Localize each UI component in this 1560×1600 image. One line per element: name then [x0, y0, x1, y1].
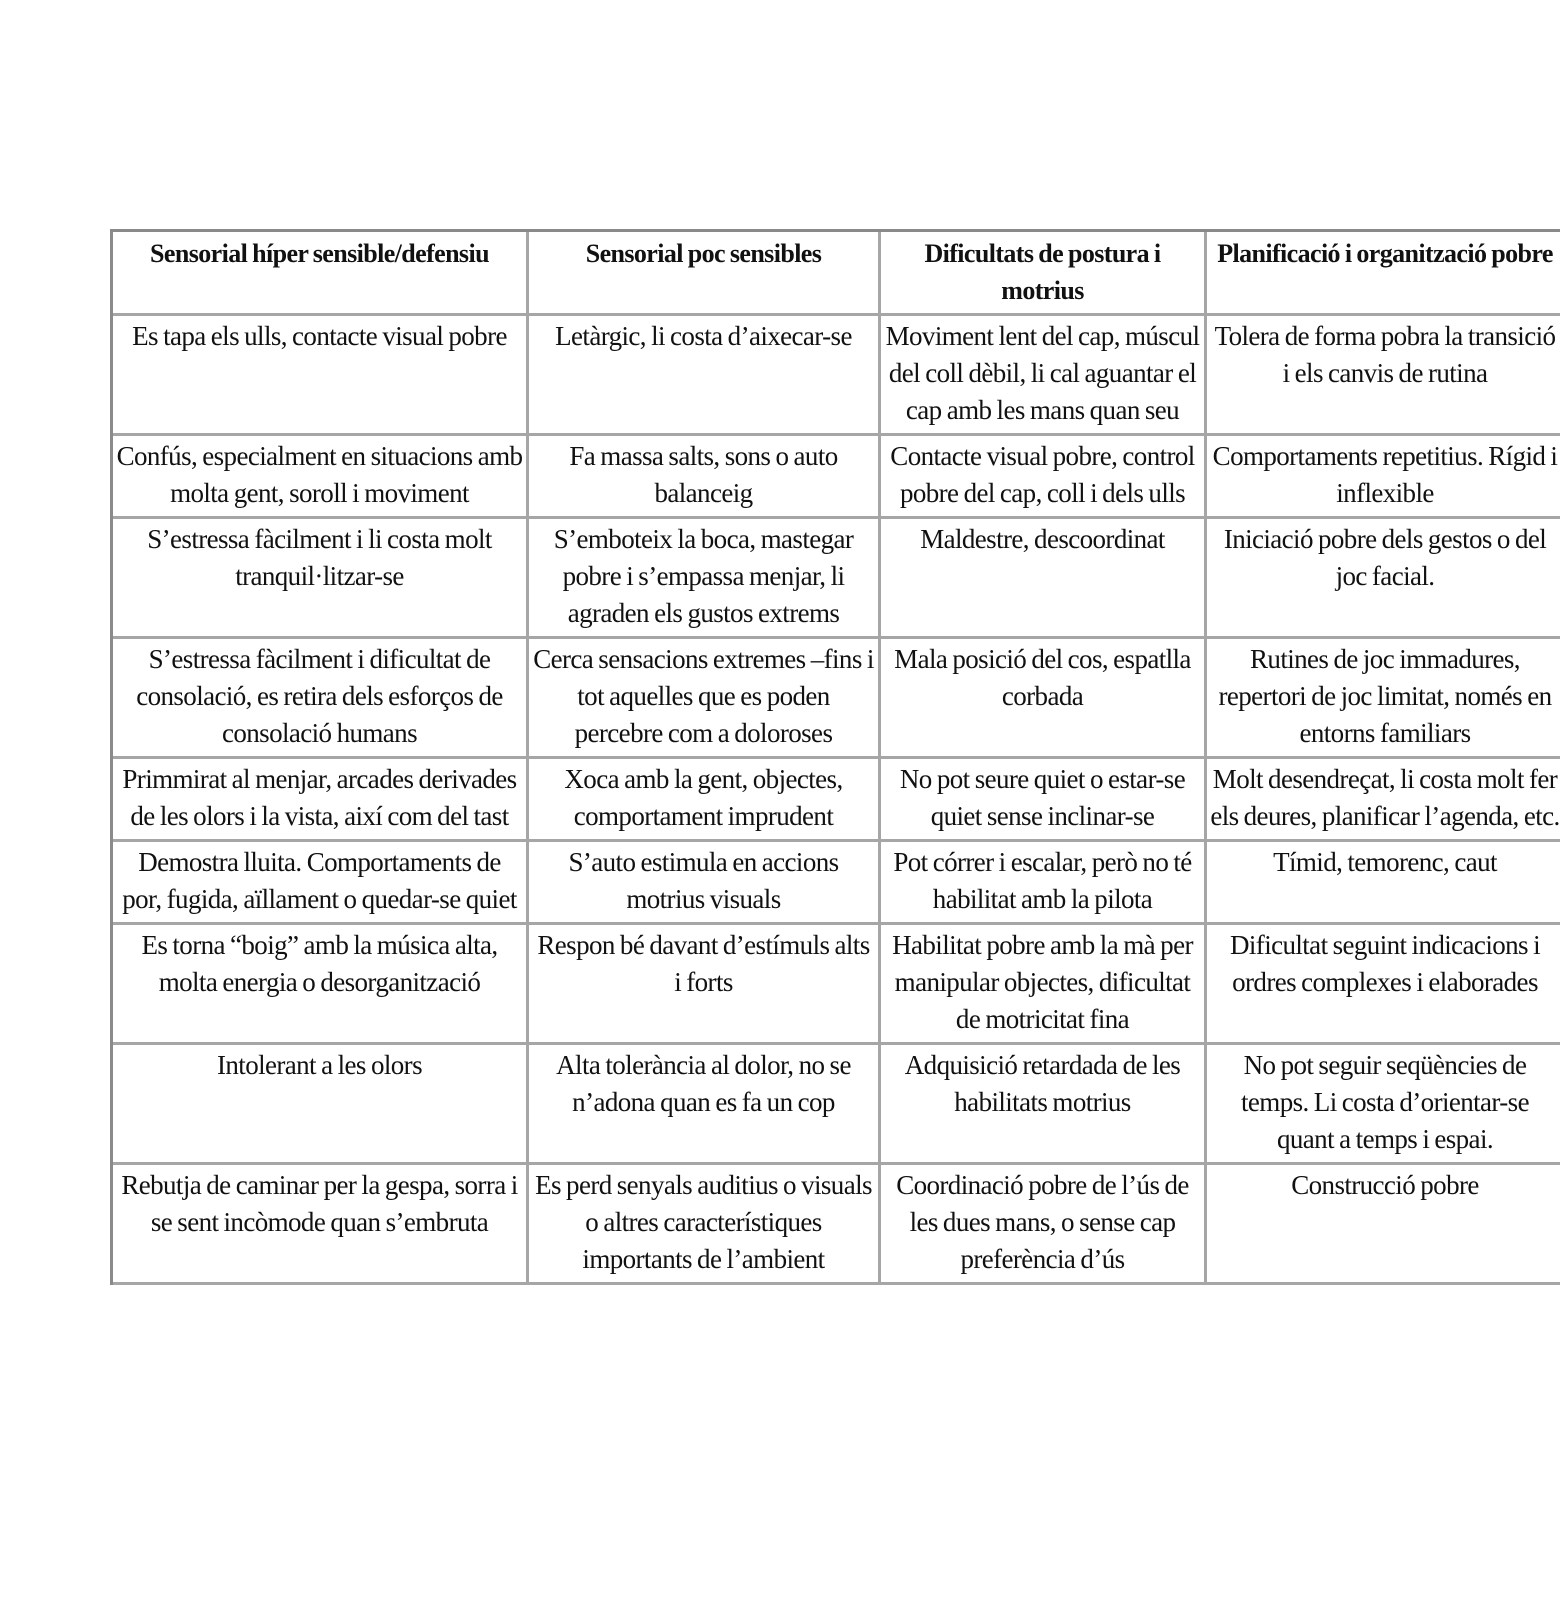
header-hyposensitive: Sensorial poc sensibles — [529, 232, 881, 316]
table-cell: S’estressa fàcilment i dificultat de consolació, es retira dels esforços de consolació humans — [113, 639, 529, 759]
table-cell: Fa massa salts, sons o auto balanceig — [529, 436, 881, 519]
table-cell: S’estressa fàcilment i li costa molt tranquil·litzar-se — [113, 519, 529, 639]
table-cell: Rebutja de caminar per la gespa, sorra i se sent incòmode quan s’embruta — [113, 1165, 529, 1285]
table-cell: Moviment lent del cap, múscul del coll dèbil, li cal aguantar el cap amb les mans quan seu — [881, 316, 1207, 436]
table-row — [113, 639, 1560, 759]
table-cell: Intolerant a les olors — [113, 1045, 529, 1165]
table-cell: Molt desendreçat, li costa molt fer els deures, planificar l’agenda, etc. — [1207, 759, 1560, 842]
table-row — [113, 1165, 1560, 1285]
table-cell: Adquisició retardada de les habilitats motrius — [881, 1045, 1207, 1165]
table-cell: Cerca sensacions extremes –fins i tot aquelles que es poden percebre com a doloroses — [529, 639, 881, 759]
table-row — [113, 1045, 1560, 1165]
table-cell: S’auto estimula en accions motrius visuals — [529, 842, 881, 925]
table-cell: Alta tolerància al dolor, no se n’adona quan es fa un cop — [529, 1045, 881, 1165]
table-cell: Contacte visual pobre, control pobre del cap, coll i dels ulls — [881, 436, 1207, 519]
table-cell: Mala posició del cos, espatlla corbada — [881, 639, 1207, 759]
table-cell: Comportaments repetitius. Rígid i inflexible — [1207, 436, 1560, 519]
table-cell: Pot córrer i escalar, però no té habilitat amb la pilota — [881, 842, 1207, 925]
table-cell: Coordinació pobre de l’ús de les dues mans, o sense cap preferència d’ús — [881, 1165, 1207, 1285]
table-cell: Xoca amb la gent, objectes, comportament imprudent — [529, 759, 881, 842]
table-cell: No pot seure quiet o estar-se quiet sense inclinar-se — [881, 759, 1207, 842]
table-row — [113, 842, 1560, 925]
table-row — [113, 316, 1560, 436]
table-cell: Tímid, temorenc, caut — [1207, 842, 1560, 925]
table-cell: Rutines de joc immadures, repertori de joc limitat, només en entorns familiars — [1207, 639, 1560, 759]
table-cell: Primmirat al menjar, arcades derivades de les olors i la vista, així com del tast — [113, 759, 529, 842]
table-cell: Es perd senyals auditius o visuals o altres característiques importants de l’ambient — [529, 1165, 881, 1285]
table-row — [113, 436, 1560, 519]
table-cell: Construcció pobre — [1207, 1165, 1560, 1285]
table-cell: Es tapa els ulls, contacte visual pobre — [113, 316, 529, 436]
table-cell: Tolera de forma pobra la transició i els canvis de rutina — [1207, 316, 1560, 436]
table-cell: Letàrgic, li costa d’aixecar-se — [529, 316, 881, 436]
table-cell: Es torna “boig” amb la música alta, molta energia o desorganització — [113, 925, 529, 1045]
header-planning-organization: Planificació i organització pobre — [1207, 232, 1560, 316]
table-row — [113, 759, 1560, 842]
header-hypersensitive: Sensorial híper sensible/defensiu — [113, 232, 529, 316]
table-cell: No pot seguir seqüències de temps. Li costa d’orientar-se quant a temps i espai. — [1207, 1045, 1560, 1165]
table-cell: Maldestre, descoordinat — [881, 519, 1207, 639]
table-cell: Dificultat seguint indicacions i ordres complexes i elaborades — [1207, 925, 1560, 1045]
table-cell: Demostra lluita. Comportaments de por, fugida, aïllament o quedar-se quiet — [113, 842, 529, 925]
sensory-difficulties-table — [110, 229, 1560, 1285]
table-header-row — [113, 232, 1560, 316]
header-posture-motor: Dificultats de postura i motrius — [881, 232, 1207, 316]
table-row — [113, 925, 1560, 1045]
table-cell: S’emboteix la boca, mastegar pobre i s’empassa menjar, li agraden els gustos extrems — [529, 519, 881, 639]
table-cell: Iniciació pobre dels gestos o del joc facial. — [1207, 519, 1560, 639]
table-row — [113, 519, 1560, 639]
table-cell: Respon bé davant d’estímuls alts i forts — [529, 925, 881, 1045]
table-cell: Confús, especialment en situacions amb molta gent, soroll i moviment — [113, 436, 529, 519]
table-cell: Habilitat pobre amb la mà per manipular objectes, dificultat de motricitat fina — [881, 925, 1207, 1045]
